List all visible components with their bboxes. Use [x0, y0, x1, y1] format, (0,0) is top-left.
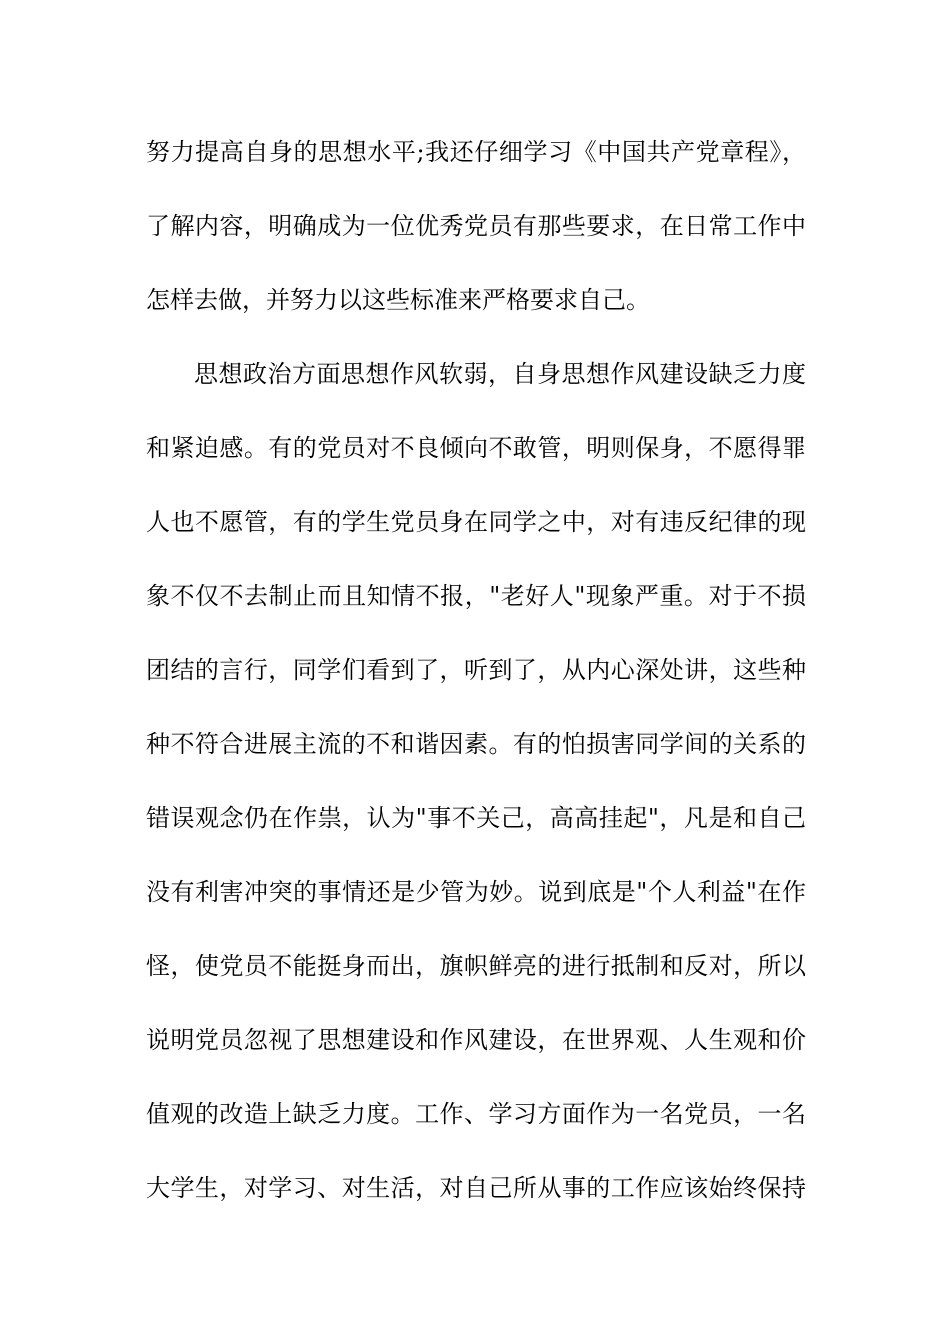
text-line-15: 大学生，对学习、对生活，对自己所从事的工作应该始终保持 — [146, 1174, 806, 1202]
text-line-3: 怎样去做，并努力以这些标准来严格要求自己。 — [146, 286, 650, 314]
text-line-13: 说明党员忽视了思想建设和作风建设，在世界观、人生观和价 — [146, 1026, 806, 1054]
text-line-9: 种不符合进展主流的不和谐因素。有的怕损害同学间的关系的 — [146, 730, 806, 758]
text-line-1: 努力提高自身的思想水平;我还仔细学习《中国共产党章程》， — [146, 138, 806, 166]
text-line-14: 值观的改造上缺乏力度。工作、学习方面作为一名党员，一名 — [146, 1100, 806, 1128]
text-line-4: 思想政治方面思想作风软弱，自身思想作风建设缺乏力度 — [194, 360, 806, 388]
text-line-6: 人也不愿管，有的学生党员身在同学之中，对有违反纪律的现 — [146, 508, 806, 536]
text-line-10: 错误观念仍在作祟，认为"事不关己，高高挂起"，凡是和自己 — [146, 804, 806, 832]
text-line-7: 象不仅不去制止而且知情不报，"老好人"现象严重。对于不损 — [146, 582, 806, 610]
text-line-8: 团结的言行，同学们看到了，听到了，从内心深处讲，这些种 — [146, 656, 806, 684]
text-line-5: 和紧迫感。有的党员对不良倾向不敢管，明则保身，不愿得罪 — [146, 434, 806, 462]
text-line-2: 了解内容，明确成为一位优秀党员有那些要求，在日常工作中 — [146, 212, 806, 240]
text-line-12: 怪，使党员不能挺身而出，旗帜鲜亮的进行抵制和反对，所以 — [146, 952, 806, 980]
text-line-11: 没有利害冲突的事情还是少管为妙。说到底是"个人利益"在作 — [146, 878, 806, 906]
